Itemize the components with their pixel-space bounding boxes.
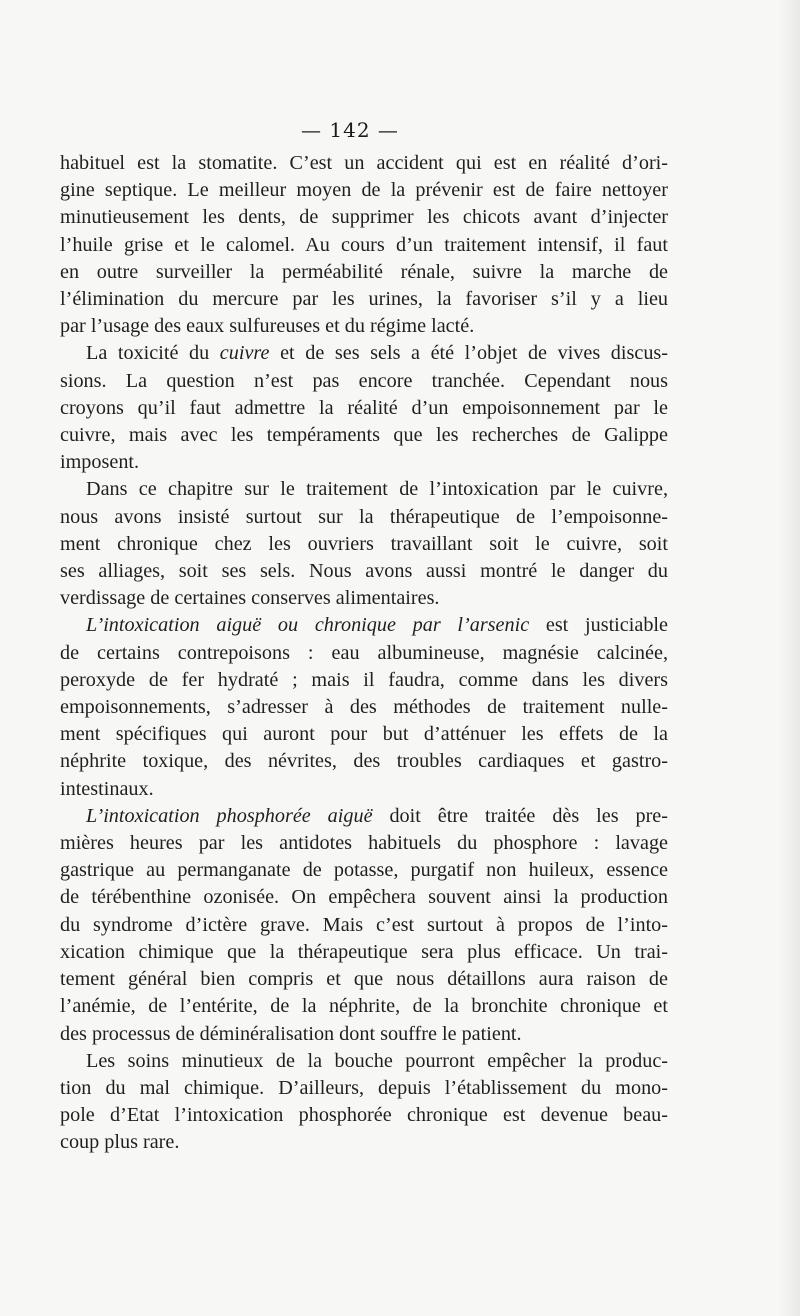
text-line: habituel est la stomatite. C’est un accident qui est en réalité d’ori- bbox=[60, 152, 668, 174]
italic-term-phosphorus: L’intoxication phosphorée aiguë bbox=[86, 804, 373, 827]
text-line bbox=[60, 612, 668, 639]
text-line: nous avons insisté surtout sur la thérapeutique de l’empoisonne- bbox=[60, 505, 668, 528]
text-line: de térébenthine ozonisée. On empêchera souvent ainsi la production bbox=[60, 886, 668, 909]
text-line: des processus de déminéralisation dont souffre le patient. bbox=[60, 1022, 522, 1045]
text-line: ment chronique chez les ouvriers travaillant soit le cuivre, soit bbox=[60, 532, 668, 555]
text-run: La toxicité du bbox=[86, 342, 220, 365]
text-line: pole d’Etat l’intoxication phosphorée chronique est devenue beau- bbox=[60, 1104, 668, 1127]
text-line: imposent. bbox=[60, 451, 140, 474]
paragraph-stomatitis bbox=[60, 150, 668, 340]
text-line: du syndrome d’ictère grave. Mais c’est surtout à propos de l’into- bbox=[60, 913, 668, 936]
italic-term-arsenic: L’intoxication aiguë ou chronique par l’arsenic bbox=[86, 614, 530, 637]
text-line: tement général bien compris et que nous détaillons aura raison de bbox=[60, 968, 668, 991]
text-line: peroxyde de fer hydraté ; mais il faudra, comme dans les divers bbox=[60, 668, 668, 691]
text-line: néphrite toxique, des névrites, des troubles cardiaques et gastro- bbox=[60, 750, 668, 773]
text-line: ses alliages, soit ses sels. Nous avons aussi montré le danger du bbox=[60, 560, 668, 583]
text-line: sions. La question n’est pas encore tranchée. Cependant nous bbox=[60, 369, 668, 392]
text-line: xication chimique que la thérapeutique sera plus efficace. Un trai- bbox=[60, 940, 668, 963]
text-line: intestinaux. bbox=[60, 777, 154, 800]
page-number: — 142 — bbox=[301, 118, 399, 142]
text-line: minutieusement les dents, de supprimer les chicots avant d’injecter bbox=[60, 206, 668, 229]
text-run: et de ses sels a été l’objet de vives discus- bbox=[269, 342, 668, 365]
text-run: doit être traitée dès les pre- bbox=[372, 804, 668, 827]
paragraph-copper-toxicity bbox=[60, 340, 668, 476]
text-line: coup plus rare. bbox=[60, 1131, 180, 1154]
text-line bbox=[60, 803, 668, 830]
page-edge-shadow bbox=[778, 0, 800, 1316]
text-line: Les soins minutieux de la bouche pourront empêcher la produc- bbox=[86, 1049, 668, 1072]
text-line bbox=[60, 340, 668, 367]
paragraph-mouth-care bbox=[60, 1048, 668, 1157]
text-line: gine septique. Le meilleur moyen de la prévenir est de faire nettoyer bbox=[60, 179, 668, 202]
body-text bbox=[60, 150, 668, 1157]
text-line: Dans ce chapitre sur le traitement de l’intoxication par le cuivre, bbox=[86, 478, 668, 501]
paragraph-copper-chapter bbox=[60, 476, 668, 612]
text-line: mières heures par les antidotes habituels du phosphore : lavage bbox=[60, 832, 668, 855]
text-line: par l’usage des eaux sulfureuses et du régime lacté. bbox=[60, 315, 475, 338]
paragraph-arsenic bbox=[60, 612, 668, 802]
text-run: est justiciable bbox=[529, 614, 668, 637]
text-line: croyons qu’il faut admettre la réalité d’un empoisonnement par le bbox=[60, 396, 668, 419]
text-line: en outre surveiller la perméabilité rénale, suivre la marche de bbox=[60, 260, 668, 283]
text-line: tion du mal chimique. D’ailleurs, depuis l’établissement du mono- bbox=[60, 1076, 668, 1099]
text-line: l’élimination du mercure par les urines, la favoriser s’il y a lieu bbox=[60, 288, 668, 311]
text-line: empoisonnements, s’adresser à des méthodes de traitement nulle- bbox=[60, 696, 668, 719]
text-line: gastrique au permanganate de potasse, purgatif non huileux, essence bbox=[60, 859, 668, 882]
text-line: l’anémie, de l’entérite, de la néphrite, de la bronchite chronique et bbox=[60, 995, 668, 1018]
paragraph-phosphorus bbox=[60, 803, 668, 1048]
italic-term-copper: cuivre bbox=[219, 342, 270, 365]
text-line: cuivre, mais avec les tempéraments que les recherches de Galippe bbox=[60, 424, 668, 447]
text-line: verdissage de certaines conserves alimentaires. bbox=[60, 587, 440, 610]
text-line: de certains contrepoisons : eau albumineuse, magnésie calcinée, bbox=[60, 641, 668, 664]
text-line: ment spécifiques qui auront pour but d’atténuer les effets de la bbox=[60, 723, 668, 746]
text-line: l’huile grise et le calomel. Au cours d’un traitement intensif, il faut bbox=[60, 233, 668, 256]
